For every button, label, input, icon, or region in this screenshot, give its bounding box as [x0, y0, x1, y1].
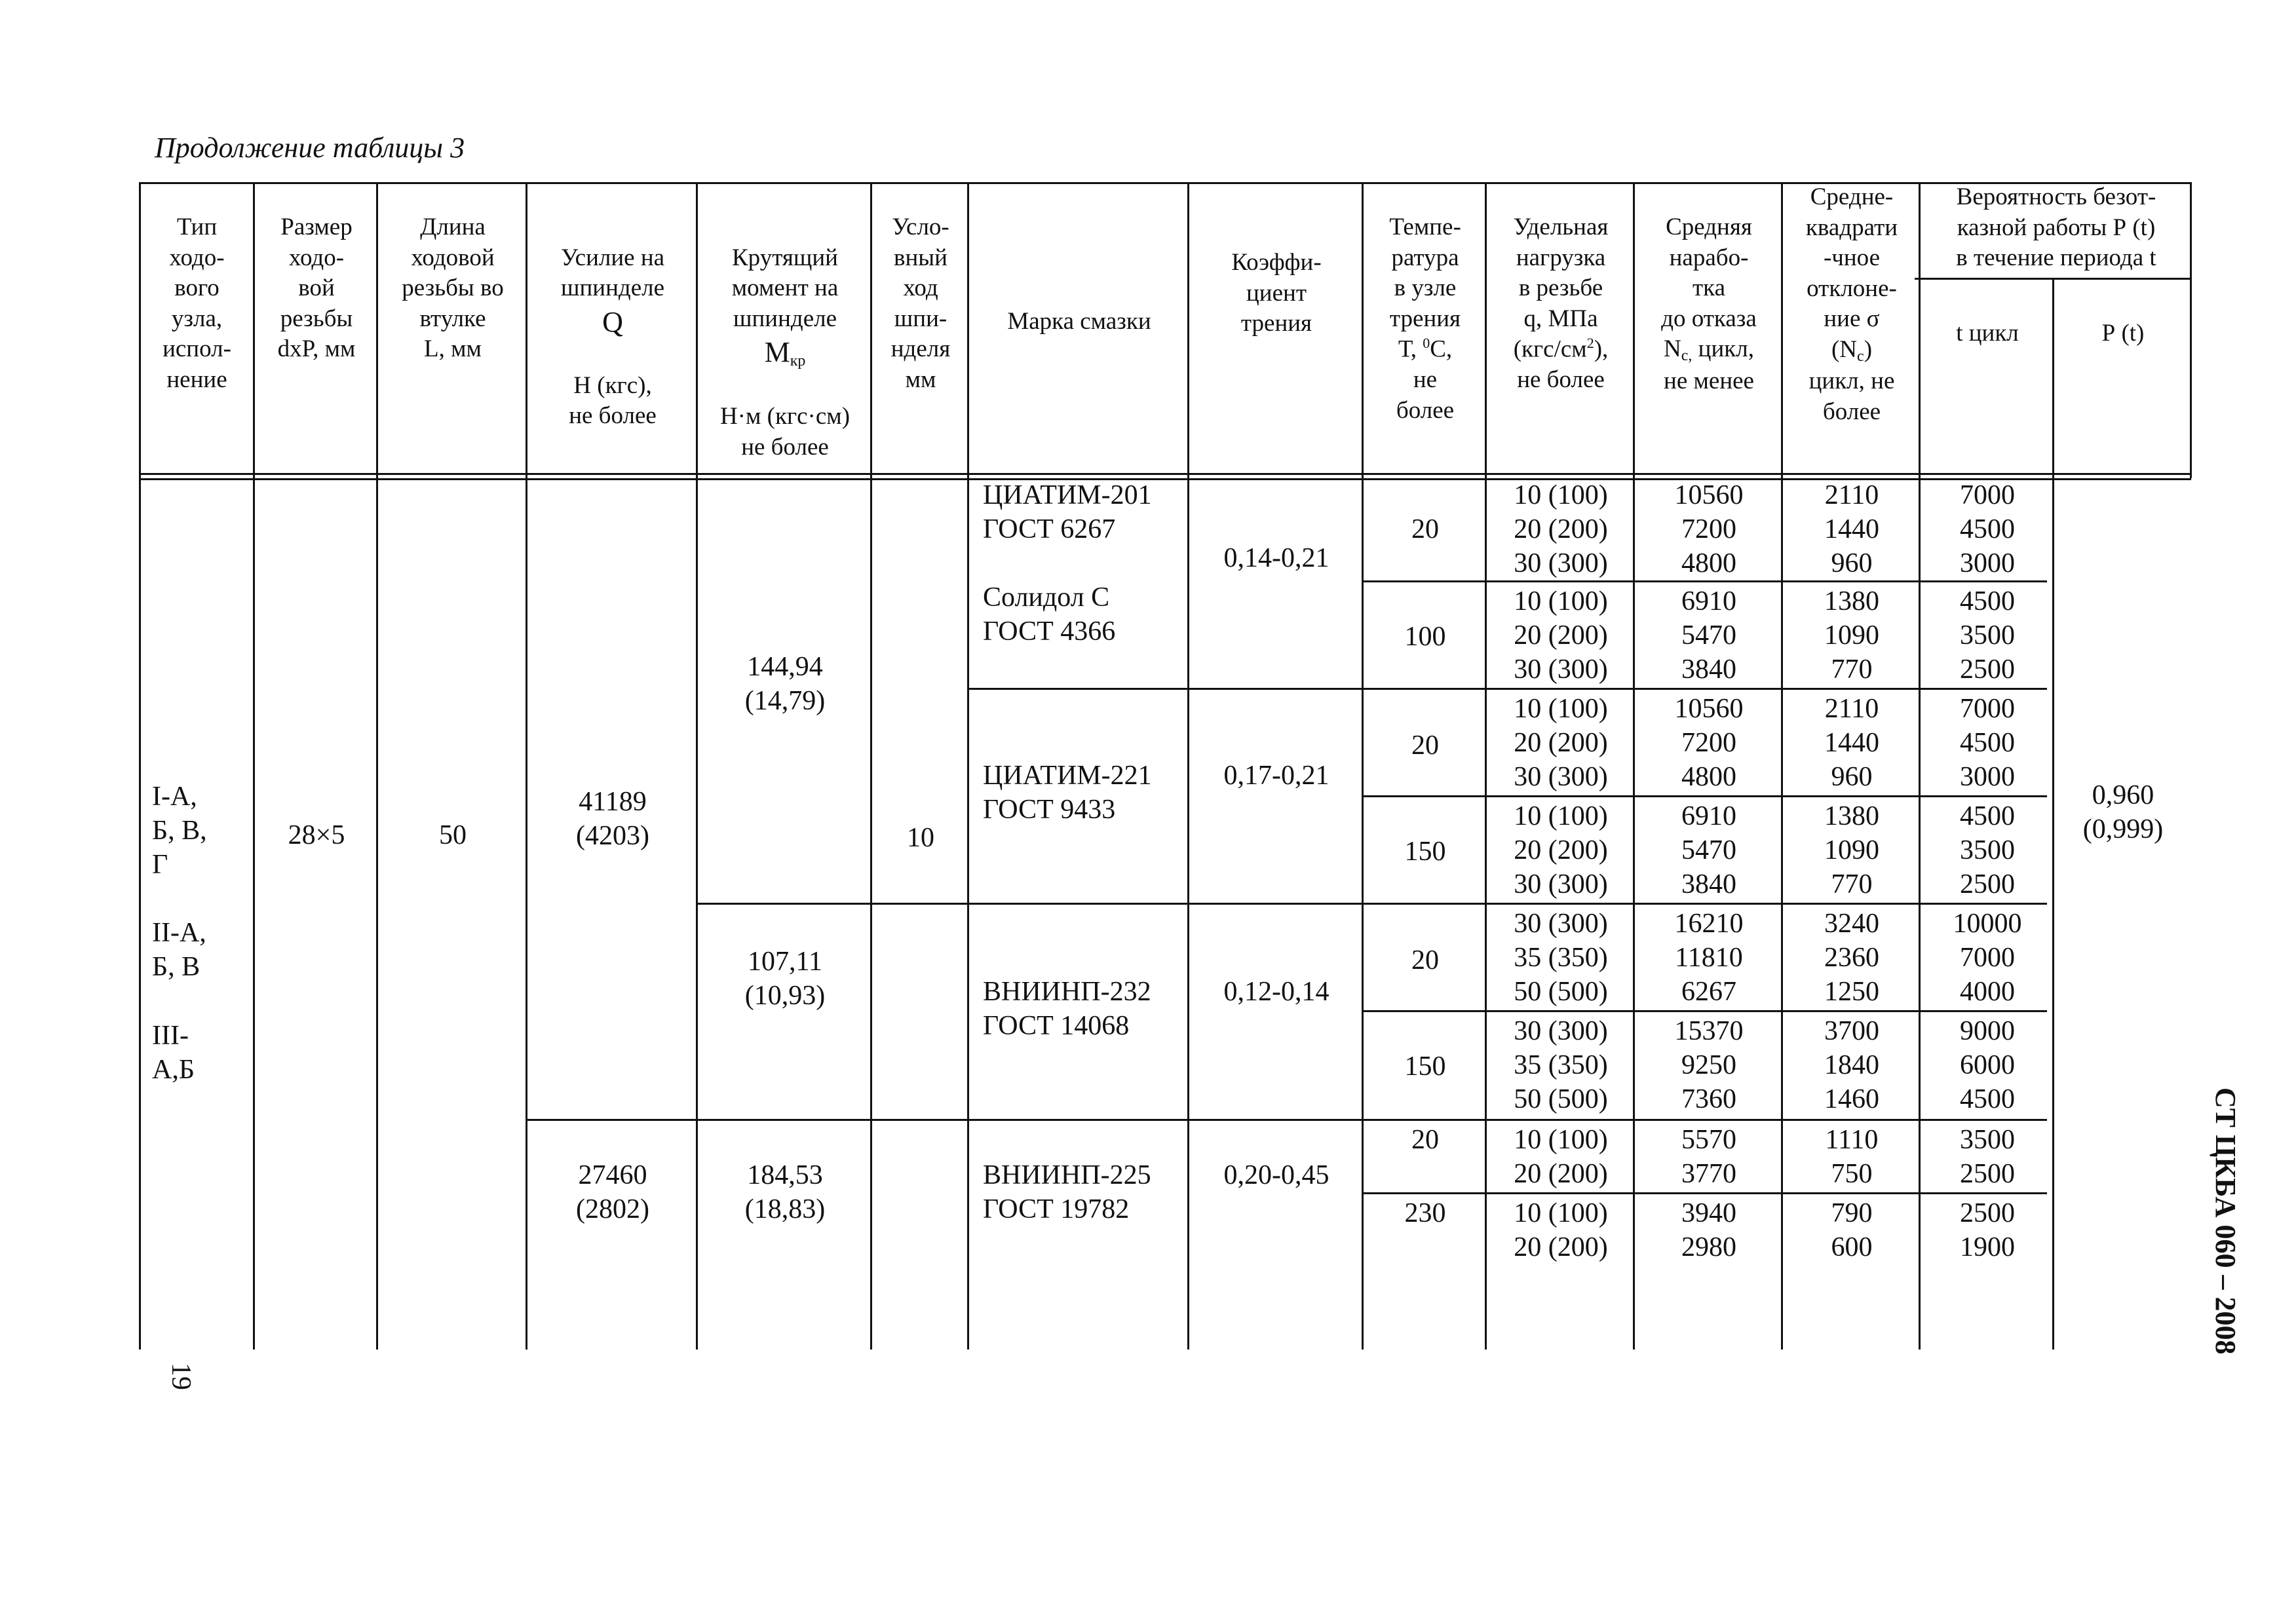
temperature-value: 100	[1404, 622, 1446, 652]
temperature-value: 20	[1411, 1125, 1439, 1155]
mean-time-values: 6910 5470 3840	[1681, 586, 1736, 685]
row-line-group	[696, 903, 2047, 905]
header-spindle-stroke: Усло- вный ход шпи- нделя мм	[890, 214, 951, 394]
load-values: 30 (300) 35 (350) 50 (500)	[1514, 1016, 1608, 1115]
std-deviation-values: 2110 1440 960	[1824, 694, 1879, 793]
header-friction: Коэффи- циент трения	[1231, 249, 1322, 337]
table-caption: Продолжение таблицы 3	[155, 132, 465, 164]
t-cycle-values: 9000 6000 4500	[1960, 1016, 2015, 1115]
header-spindle-force	[527, 212, 698, 432]
load-values: 10 (100) 20 (200) 30 (300)	[1514, 480, 1608, 579]
lubricant-name: ВНИИНП-225 ГОСТ 19782	[983, 1160, 1151, 1225]
header-thread-size: Размер ходо- вой резьбы dxP, мм	[277, 214, 356, 363]
page-number: 19	[166, 1363, 196, 1390]
header-bottom-line-1	[139, 473, 2191, 475]
std-deviation-values: 790 600	[1831, 1198, 1873, 1263]
temperature-value: 20	[1411, 514, 1439, 544]
t-cycle-values: 10000 7000 4000	[1953, 909, 2022, 1008]
t-cycle-values: 7000 4500 3000	[1960, 480, 2015, 579]
header-torque	[698, 212, 872, 463]
row-line-group	[967, 688, 2047, 690]
t-cycle-values: 4500 3500 2500	[1960, 586, 2015, 685]
temperature-value: 150	[1404, 1051, 1446, 1082]
row-line-group	[527, 1119, 1009, 1121]
t-cycle-values: 2500 1900	[1960, 1198, 2015, 1263]
row-line-temp	[1362, 1192, 2047, 1194]
std-deviation-values: 3240 2360 1250	[1824, 909, 1879, 1008]
std-deviation-values: 1380 1090 770	[1824, 586, 1879, 685]
friction-coefficient: 0,17-0,21	[1223, 761, 1330, 791]
load-values: 10 (100) 20 (200) 30 (300)	[1514, 694, 1608, 793]
header-torque-symbol: $М_{кр}$	[764, 336, 806, 370]
temperature-value: 230	[1404, 1198, 1446, 1228]
lubricant-name: ВНИИНП-232 ГОСТ 14068	[983, 977, 1151, 1042]
header-thread-length: Длина ходовой резьбы во втулке L, мм	[402, 214, 504, 363]
header-force-text: Усилие на шпинделе	[560, 244, 665, 302]
header-lubricant: Марка смазки	[1007, 308, 1151, 335]
load-values: 10 (100) 20 (200)	[1514, 1198, 1608, 1263]
document-code: СТ ЦКБА 060 – 2008	[2210, 1087, 2242, 1355]
friction-coefficient: 0,14-0,21	[1223, 543, 1330, 573]
temperature-value: 150	[1404, 837, 1446, 867]
thread-size-value: 28×5	[288, 820, 345, 850]
torque-value-1: 144,94 (14,79)	[744, 652, 826, 717]
header-probability-group: Вероятность безот- казной работы Р (t) в течение периода t	[1956, 183, 2156, 272]
torque-value-3: 184,53 (18,83)	[744, 1160, 826, 1225]
mean-time-values: 16210 11810 6267	[1674, 909, 1744, 1008]
header-force-units: Н (кгс), не более	[569, 371, 657, 430]
friction-coefficient: 0,20-0,45	[1223, 1160, 1330, 1190]
spindle-stroke-value: 10	[907, 823, 934, 853]
load-values: 10 (100) 20 (200)	[1514, 1125, 1608, 1190]
mean-time-values: 10560 7200 4800	[1674, 694, 1744, 793]
load-values: 10 (100) 20 (200) 30 (300)	[1514, 801, 1608, 900]
header-force-symbol: Q	[602, 305, 623, 338]
row-line-temp	[1362, 1010, 2047, 1012]
mean-time-values: 6910 5470 3840	[1681, 801, 1736, 900]
node-type-values: I-А, Б, В, Г II-А, Б, В III- А,Б	[152, 782, 207, 1085]
lubricant-name: ЦИАТИМ-221 ГОСТ 9433	[983, 761, 1152, 825]
data-table	[139, 182, 2191, 1350]
friction-coefficient: 0,12-0,14	[1223, 977, 1330, 1007]
thread-length-value: 50	[439, 820, 467, 850]
std-deviation-values: 1110 750	[1825, 1125, 1879, 1190]
std-deviation-values: 1380 1090 770	[1824, 801, 1879, 900]
header-torque-text: Крутящий момент на шпинделе	[731, 244, 839, 332]
mean-time-values: 15370 9250 7360	[1674, 1016, 1744, 1115]
row-line-temp	[1362, 795, 2047, 797]
torque-value-2: 107,11 (10,93)	[744, 947, 826, 1011]
load-values: 10 (100) 20 (200) 30 (300)	[1514, 586, 1608, 685]
header-torque-units: Н·м (кгс·см) не более	[719, 403, 851, 461]
mean-time-values: 5570 3770	[1681, 1125, 1736, 1190]
header-specific-load: Удельная нагрузка в резьбе q, МПа $(кгс/см^2)$, не более	[1513, 214, 1609, 394]
header-temperature: Темпе- ратура в узле трения Т, $^0$С, не более	[1389, 214, 1461, 424]
std-deviation-values: 2110 1440 960	[1824, 480, 1879, 579]
probability-value: 0,960 (0,999)	[2082, 780, 2164, 845]
temperature-value: 20	[1411, 730, 1439, 761]
header-node-type: Тип ходо- вого узла, испол- нение	[163, 214, 231, 394]
mean-time-values: 3940 2980	[1681, 1198, 1736, 1263]
row-line-temp	[1362, 580, 2047, 582]
spindle-force-value-2: 27460 (2802)	[576, 1160, 649, 1225]
t-cycle-values: 3500 2500	[1960, 1125, 2015, 1190]
t-cycle-values: 7000 4500 3000	[1960, 694, 2015, 793]
row-line-group	[967, 1119, 2047, 1121]
header-mean-time: Средняя нарабо- тка до отказа $N_{c,}$ цикл, не менее	[1661, 214, 1757, 394]
load-values: 30 (300) 35 (350) 50 (500)	[1514, 909, 1608, 1008]
header-t-cycles: t цикл	[1956, 320, 2019, 347]
std-deviation-values: 3700 1840 1460	[1824, 1016, 1879, 1115]
mean-time-values: 10560 7200 4800	[1674, 480, 1744, 579]
header-p-t: Р (t)	[2101, 320, 2145, 347]
spindle-force-value-1: 41189 (4203)	[576, 787, 649, 852]
temperature-value: 20	[1411, 945, 1439, 975]
t-cycle-values: 4500 3500 2500	[1960, 801, 2015, 900]
header-std-deviation: Средне- квадрати -чное отклоне- ние σ $(N_c)$ цикл, не более	[1805, 183, 1898, 425]
lubricant-name: ЦИАТИМ-201 ГОСТ 6267 Солидол С ГОСТ 4366	[983, 480, 1152, 647]
